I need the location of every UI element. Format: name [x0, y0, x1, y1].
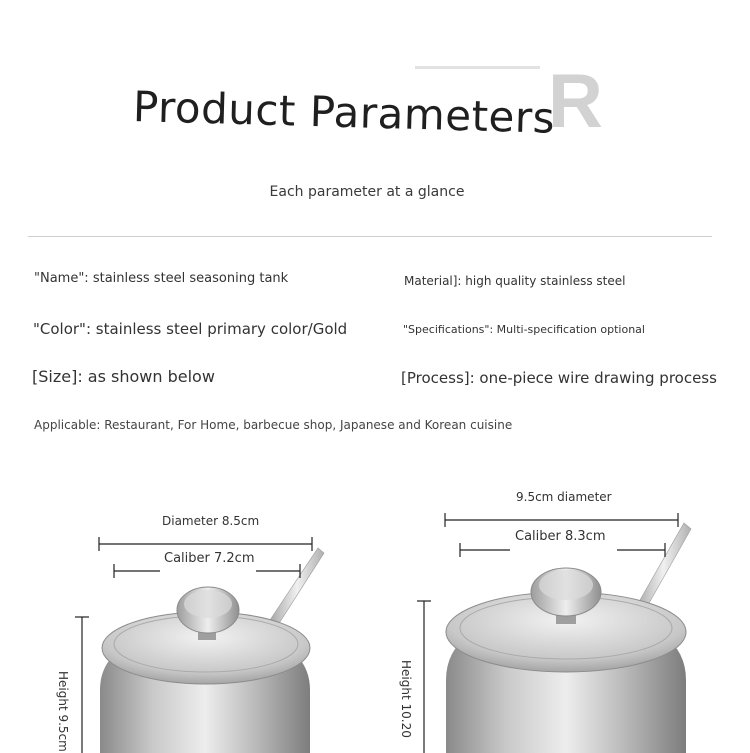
right-height-label: Height 10.20 [399, 660, 413, 738]
right-caliber-label: Caliber 8.3cm [515, 529, 606, 544]
right-spoon-icon [636, 523, 691, 612]
param-process: [Process]: one-piece wire drawing process [401, 369, 717, 387]
param-color: "Color": stainless steel primary color/Gold [33, 320, 348, 338]
page-title: Product Parameters [132, 82, 556, 143]
param-name: "Name": stainless steel seasoning tank [34, 271, 289, 286]
param-material: Material]: high quality stainless steel [404, 274, 626, 288]
left-jar [75, 537, 324, 753]
right-diameter-label: 9.5cm diameter [516, 490, 612, 504]
param-size: [Size]: as shown below [32, 367, 215, 386]
left-diameter-label: Diameter 8.5cm [162, 514, 260, 528]
left-caliber-label: Caliber 7.2cm [164, 551, 255, 566]
param-applicable: Applicable: Restaurant, For Home, barbecue shop, Japanese and Korean cuisine [34, 418, 513, 432]
left-height-label: Height 9.5cm [56, 671, 70, 752]
ghost-watermark-letter: R [548, 59, 603, 144]
param-specifications: "Specifications": Multi-specification optional [403, 323, 645, 336]
right-jar [417, 513, 691, 753]
left-spoon-icon [270, 548, 324, 625]
page-subtitle: Each parameter at a glance [269, 184, 465, 200]
